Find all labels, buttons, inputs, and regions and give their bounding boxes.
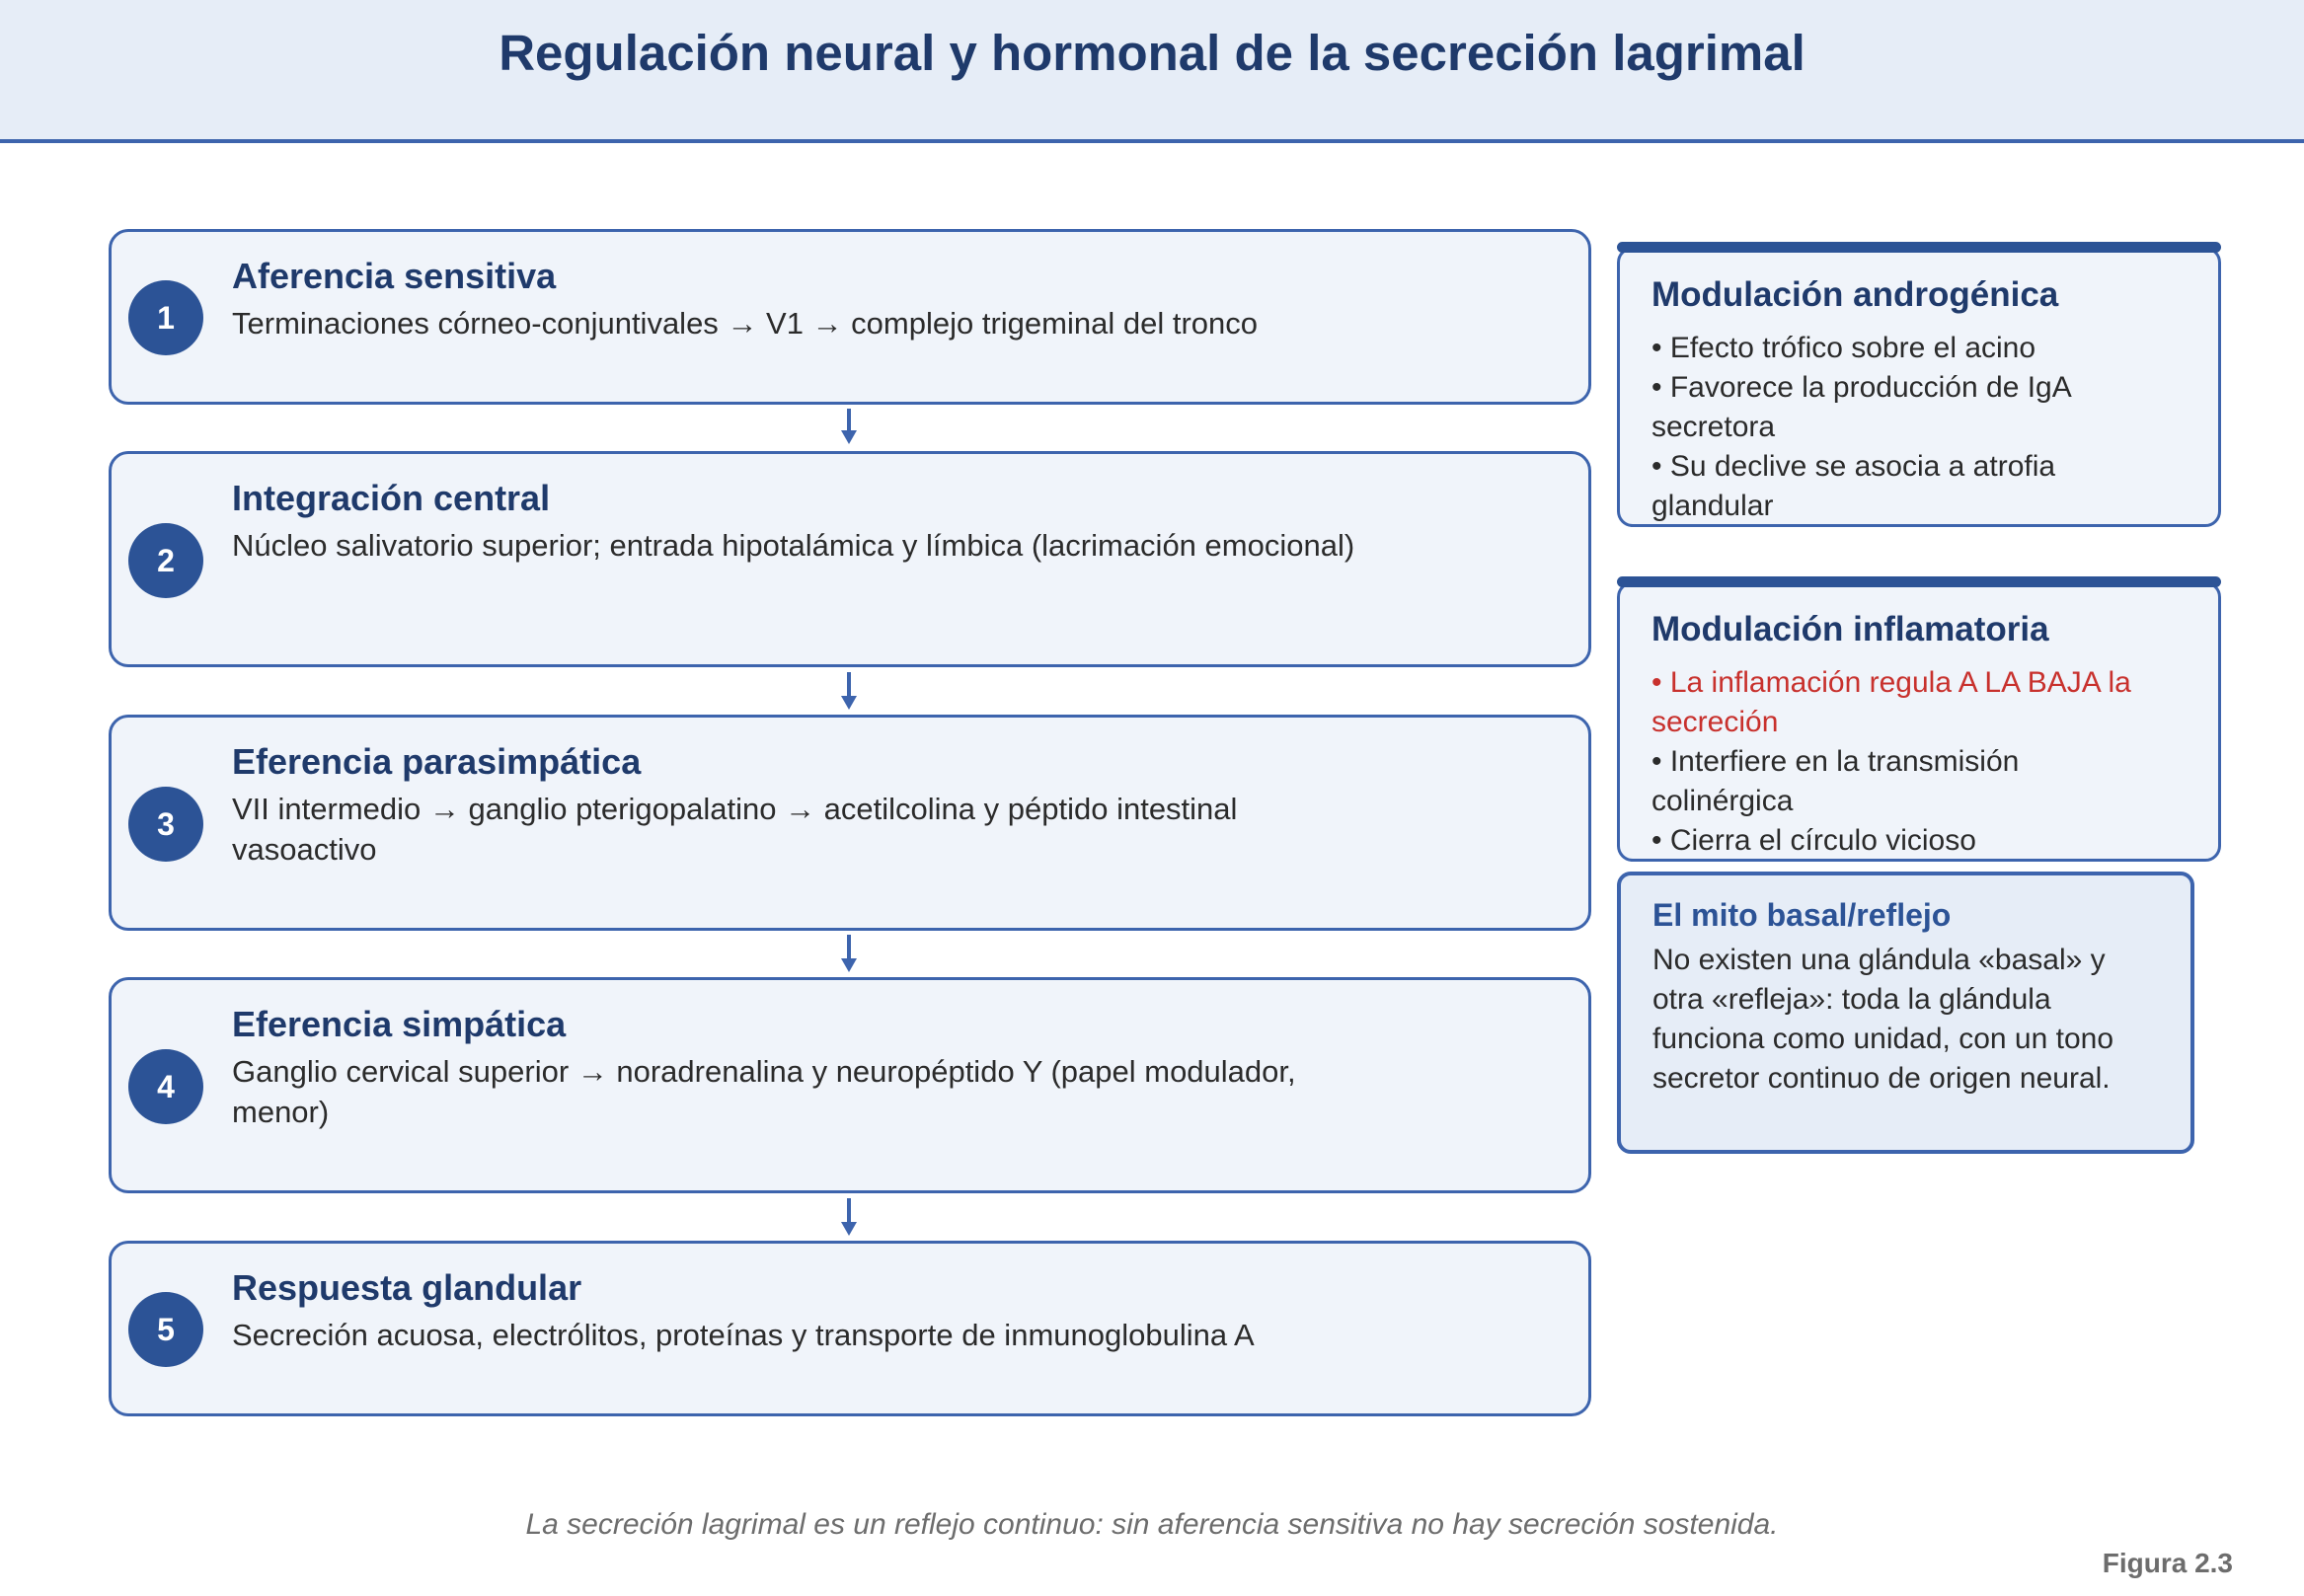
- arrow-head: [841, 696, 857, 710]
- list-item: • Efecto trófico sobre el acino: [1651, 332, 2036, 364]
- flow-arrow-3-4: [841, 935, 857, 972]
- arrow-head: [841, 958, 857, 972]
- step-title: Eferencia parasimpática: [232, 741, 642, 782]
- step-number-badge: 5: [128, 1292, 203, 1367]
- step-description: Secreción acuosa, electrólitos, proteínas y transporte de inmunoglobulina A: [232, 1318, 1255, 1352]
- myth-callout-box: [1617, 872, 2194, 1154]
- step-box-5: [109, 1241, 1591, 1416]
- step-title: Eferencia simpática: [232, 1004, 567, 1044]
- step-title: Aferencia sensitiva: [232, 256, 557, 296]
- arrow-head: [841, 430, 857, 444]
- step-description: Terminaciones córneo-conjuntivales → V1 → complejo trigeminal del tronco: [232, 306, 1258, 341]
- step-title: Respuesta glandular: [232, 1267, 582, 1308]
- list-item: • Cierra el círculo vicioso: [1651, 824, 1976, 857]
- step-number-badge: 4: [128, 1049, 203, 1124]
- inflammatory-modulation-panel: [1617, 581, 2221, 862]
- step-box-4: [109, 977, 1591, 1193]
- step-description: Núcleo salivatorio superior; entrada hipotalámica y límbica (lacrimación emocional): [232, 528, 1355, 563]
- panel-title: Modulación inflamatoria: [1651, 610, 2049, 648]
- figure-caption: La secreción lagrimal es un reflejo continuo: sin aferencia sensitiva no hay secreción sostenida.: [525, 1508, 1779, 1541]
- androgenic-modulation-panel: [1617, 247, 2221, 527]
- step-number-badge: 3: [128, 787, 203, 862]
- panel-list: [1651, 329, 2165, 526]
- list-item-alert: • La inflamación regula A LA BAJA la secreción: [1651, 666, 2131, 738]
- arrow-head: [841, 1222, 857, 1236]
- step-title: Integración central: [232, 478, 551, 518]
- header-banner: [0, 0, 2304, 143]
- flow-arrow-4-5: [841, 1198, 857, 1236]
- step-number-badge: 1: [128, 280, 203, 355]
- page-title: Regulación neural y hormonal de la secreción lagrimal: [499, 25, 1805, 81]
- step-box-2: [109, 451, 1591, 667]
- panel-top-bar: [1617, 576, 2221, 587]
- step-box-3: [109, 715, 1591, 931]
- list-item: • Interfiere en la transmisión colinérgica: [1651, 745, 2020, 817]
- callout-text: No existen una glándula «basal» y otra «refleja»: toda la glándula funciona como unidad, con un tono secretor continuo de origen neural.: [1652, 944, 2114, 1095]
- flow-arrow-2-3: [841, 672, 857, 710]
- panel-top-bar: [1617, 242, 2221, 253]
- flow-arrow-1-2: [841, 409, 857, 444]
- panel-list: [1651, 663, 2165, 861]
- step-description: VII intermedio → ganglio pterigopalatino → acetilcolina y péptido intestinal vasoactivo: [232, 792, 1238, 867]
- panel-title: Modulación androgénica: [1651, 275, 2059, 314]
- step-description: Ganglio cervical superior → noradrenalina y neuropéptido Y (papel modulador, menor): [232, 1054, 1296, 1129]
- list-item: • Favorece la producción de IgA secretora: [1651, 371, 2071, 443]
- list-item: • Su declive se asocia a atrofia glandular: [1651, 450, 2056, 522]
- callout-title: El mito basal/reflejo: [1652, 897, 1952, 933]
- step-box-1: [109, 229, 1591, 405]
- figure-label: Figura 2.3: [2102, 1548, 2233, 1578]
- step-number-badge: 2: [128, 523, 203, 598]
